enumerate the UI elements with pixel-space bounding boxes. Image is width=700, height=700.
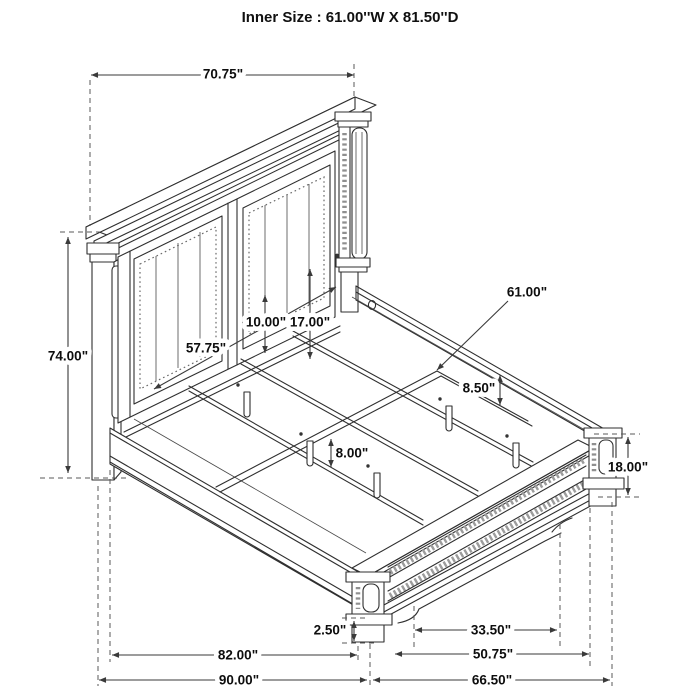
footboard-top — [352, 440, 594, 576]
right-pilaster — [352, 128, 367, 259]
dim-label-inner-width: 61.00" — [506, 284, 548, 300]
dim-label-headboard-height: 74.00" — [47, 348, 89, 364]
dim-label-side-rail-length: 82.00" — [217, 647, 259, 663]
dim-label-headboard-rail: 17.00" — [289, 314, 331, 330]
footboard — [346, 428, 624, 642]
footboard-left-post-cap — [346, 572, 390, 582]
dim-label-footboard-inner-width: 50.75" — [472, 646, 514, 662]
support-leg — [307, 441, 313, 466]
dim-label-support-leg: 8.00" — [335, 445, 369, 461]
page-title: Inner Size : 61.00''W X 81.50''D — [241, 9, 459, 26]
right-pilaster-cap — [335, 112, 371, 121]
dim-label-rail-drop: 8.50" — [462, 380, 496, 396]
support-leg — [513, 443, 519, 468]
footboard-right-post-cap — [584, 428, 622, 438]
right-side-rail — [356, 286, 606, 430]
slat-rail-3 — [293, 331, 533, 462]
dim-label-foot-height: 2.50" — [313, 622, 347, 638]
left-leg-cap — [87, 243, 119, 254]
dim-label-top-width: 70.75" — [202, 66, 244, 82]
rope-molding-top — [390, 460, 584, 572]
footboard-left-foot — [352, 625, 384, 642]
dim-label-headboard-inner-width: 57.75" — [185, 340, 227, 356]
slat-rail-2 — [241, 359, 478, 491]
support-leg — [446, 406, 452, 431]
dim-label-overall-depth: 90.00" — [218, 672, 260, 688]
dim-label-foot-spacing: 33.50" — [470, 622, 512, 638]
dim-label-footboard-height: 18.00" — [607, 459, 649, 475]
support-leg — [244, 392, 250, 417]
support-leg — [374, 473, 380, 498]
dim-label-panel-offset: 10.00" — [245, 314, 287, 330]
dim-label-overall-width: 66.50" — [471, 672, 513, 688]
